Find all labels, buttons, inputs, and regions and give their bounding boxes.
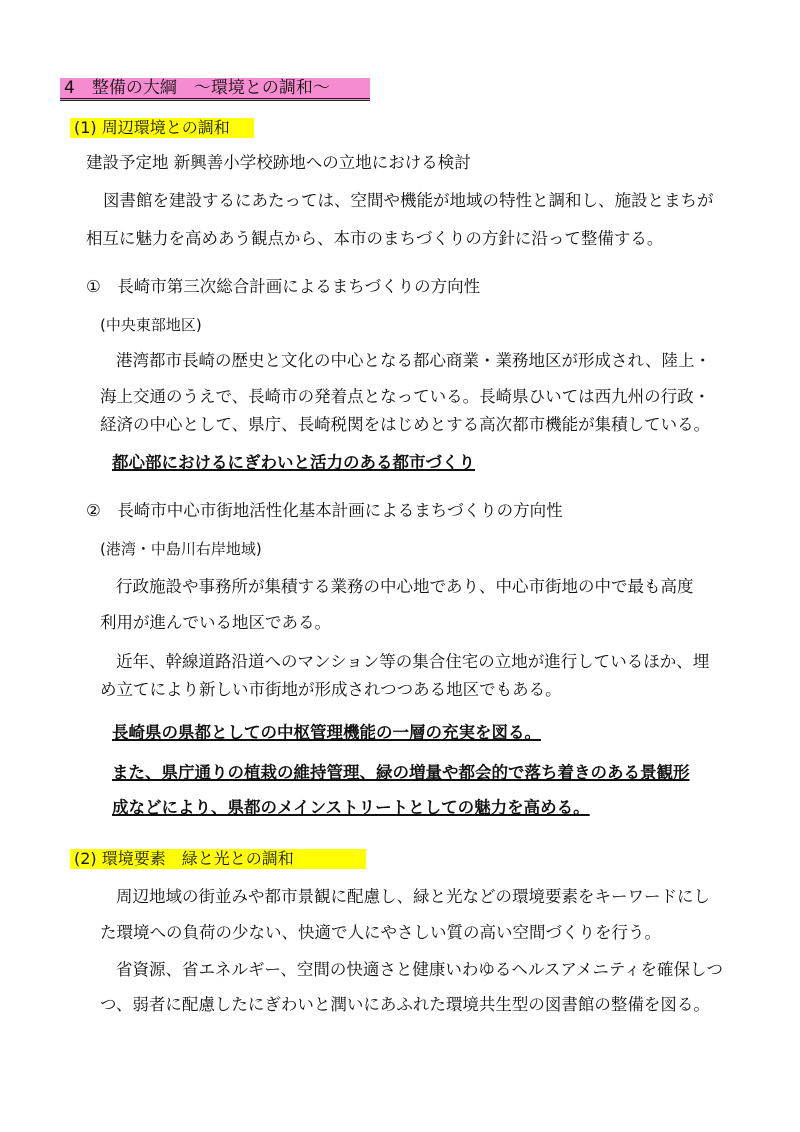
section1-subtitle: 建設予定地 新興善小学校跡地への立地における検討 bbox=[86, 153, 471, 172]
item2-body: 行政施設や事務所が集積する業務の中心地であり、中心市街地の中で最も高度 bbox=[116, 577, 694, 596]
item1-body: 海上交通のうえで、長崎市の発着点となっている。長崎県ひいては西九州の行政・ bbox=[100, 387, 711, 406]
item1-body: 経済の中心として、県庁、長崎税関をはじめとする高次都市機能が集積している。 bbox=[100, 415, 711, 434]
section2-body: た環境への負荷の少ない、快適で人にやさしい質の高い空間づくりを行う。 bbox=[100, 923, 661, 942]
item1-body: 港湾都市長崎の歴史と文化の中心となる都心商業・業務地区が形成され、陸上・ bbox=[116, 351, 711, 370]
item2-body: め立てにより新しい市街地が形成されつつある地区でもある。 bbox=[100, 680, 562, 699]
item1-emphasis: 都心部におけるにぎわいと活力のある都市づくり bbox=[112, 453, 475, 472]
section2-title: (2) 環境要素 緑と光との調和 bbox=[70, 849, 366, 869]
section1-title: (1) 周辺環境との調和 bbox=[70, 118, 254, 138]
item2-emphasis: また、県庁通りの植栽の維持管理、緑の増量や都会的で落ち着きのある景観形 bbox=[112, 763, 690, 782]
item2-title: ② 長崎市中心市街地活性化基本計画によるまちづくりの方向性 bbox=[86, 501, 563, 520]
item2-body: 利用が進んでいる地区である。 bbox=[100, 613, 331, 632]
item2-area: (港湾・中島川右岸地域) bbox=[100, 540, 262, 558]
item2-emphasis: 長崎県の県都としての中枢管理機能の一層の充実を図る。 bbox=[112, 723, 541, 742]
intro-line: 相互に魅力を高めあう観点から、本市のまちづくりの方針に沿って整備する。 bbox=[86, 229, 664, 248]
section2-body: 周辺地域の街並みや都市景観に配慮し、緑と光などの環境要素をキーワードにし bbox=[116, 887, 710, 906]
intro-line: 図書館を建設するにあたっては、空間や機能が地域の特性と調和し、施設とまちが bbox=[103, 191, 714, 210]
section-heading: 4 整備の大綱 ～環境との調和～ bbox=[60, 78, 370, 101]
item2-body: 近年、幹線道路沿道へのマンション等の集合住宅の立地が進行しているほか、埋 bbox=[116, 652, 710, 671]
item1-area: (中央東部地区) bbox=[100, 316, 202, 334]
section2-body: 省資源、省エネルギー、空間の快適さと健康いわゆるヘルスアメニティを確保しつ bbox=[116, 960, 724, 979]
item2-emphasis: 成などにより、県都のメインストリートとしての魅力を高める。 bbox=[112, 798, 590, 817]
section2-body: つ、弱者に配慮したにぎわいと潤いにあふれた環境共生型の図書館の整備を図る。 bbox=[100, 995, 710, 1014]
item1-title: ① 長崎市第三次総合計画によるまちづくりの方向性 bbox=[86, 277, 481, 296]
